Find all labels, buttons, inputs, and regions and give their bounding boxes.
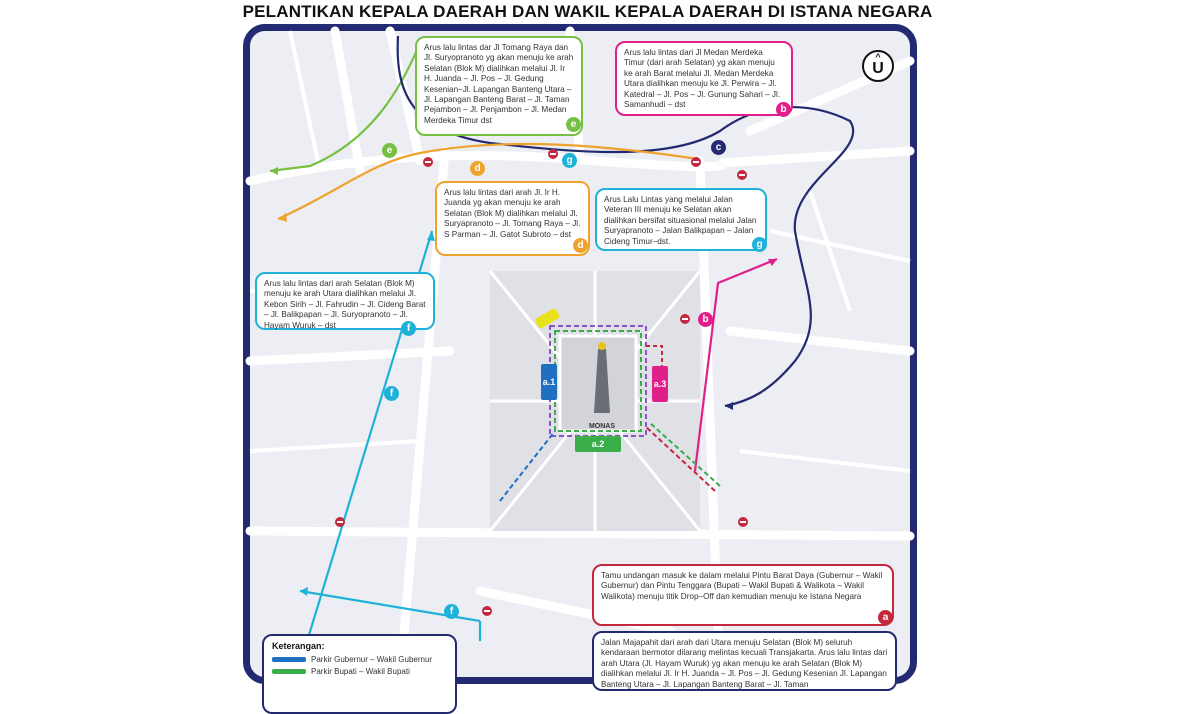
- no-entry-icon: [738, 517, 748, 527]
- map-tag-c: c: [711, 140, 726, 155]
- info-box-majapahit: Jalan Majapahit dari arah dari Utara menuju Selatan (Blok M) seluruh kendaraan bermotor dilarang melintas kecuali Transjakarta. Arus lalu lintas dari arah Utara (Jl. Hayam Wuruk) yg akan menuju ke arah Selatan (Blok M) dialihkan melalui Jl. Ir H. Juanda – Jl. Pos – Jl. Gedung Kesenian Jl. Lapangan Banteng Utara – Jl. Lapangan Banteng Barat – Jl. Taman: [592, 631, 897, 691]
- parking-a1: a.1: [541, 364, 557, 400]
- map-frame: [243, 24, 917, 689]
- info-box-g: Arus Lalu Lintas yang melalui Jalan Veteran III menuju ke Selatan akan dialihkan bersifat situasional melalui Jalan Suryapranoto – Jalan Balikpapan – Jalan Cideng Timur–dst.: [595, 188, 767, 251]
- box-tag-f: f: [401, 321, 416, 336]
- legend-swatch: [272, 657, 306, 662]
- north-arrow-icon: ^ U: [862, 50, 894, 82]
- page-title: PELANTIKAN KEPALA DAERAH DAN WAKIL KEPALA DAERAH DI ISTANA NEGARA: [242, 2, 933, 21]
- monas-flame: [598, 342, 606, 350]
- info-box-f: Arus lalu lintas dari arah Selatan (Blok M) menuju ke arah Utara dialihkan melalui Jl. Kebon Sirih – Jl. Fahrudin – Jl. Cideng Barat – Jl. Balikpapan – Jl. Suryopranoto – Jl. Hayam Wuruk – dst: [255, 272, 435, 330]
- parking-a3: a.3: [652, 366, 668, 402]
- parking-a2: a.2: [575, 436, 621, 452]
- info-box-b: Arus lalu lintas dari Jl Medan Merdeka Timur (dari arah Selatan) yg akan menuju ke arah Barat melalui Jl. Medan Merdeka Utara dialihkan menuju ke Jl. Perwira – Jl. Katedral – Jl. Pos – Jl. Gunung Sahari – Jl. Samanhudi – dst: [615, 41, 793, 116]
- box-tag-d: d: [573, 238, 588, 253]
- legend: [262, 634, 457, 714]
- map-tag-g: g: [562, 153, 577, 168]
- monas-label: MONAS: [588, 423, 616, 430]
- box-tag-e: e: [566, 117, 581, 132]
- no-entry-icon: [737, 170, 747, 180]
- box-tag-g: g: [752, 237, 767, 252]
- box-tag-a: a: [878, 610, 893, 625]
- info-box-e: Arus lalu lintas dar Jl Tomang Raya dan Jl. Suryopranoto yg akan menuju ke arah Selatan (Blok M) dialihkan melalui Jl. Ir H. Juanda – Jl. Pos – Jl. Gedung Kesenian–Jl. Lapangan Banteng Utara – Jl. Lapangan Banteng Barat – Jl. Taman Pejambon – Jl. Penjambon – Jl. Medan Merdeka Timur dst: [415, 36, 583, 136]
- legend-title: Keterangan:: [272, 641, 325, 651]
- no-entry-icon: [423, 157, 433, 167]
- legend-item: Parkir Bupati – Wakil Bupati: [272, 667, 447, 676]
- no-entry-icon: [335, 517, 345, 527]
- map-tag-d: d: [470, 161, 485, 176]
- legend-swatch: [272, 669, 306, 674]
- map-tag-f-lower: f: [444, 604, 459, 619]
- box-tag-b: b: [776, 102, 791, 117]
- no-entry-icon: [548, 149, 558, 159]
- no-entry-icon: [680, 314, 690, 324]
- no-entry-icon: [691, 157, 701, 167]
- legend-item: Parkir Gubernur – Wakil Gubernur: [272, 655, 447, 664]
- map-tag-f-upper: f: [384, 386, 399, 401]
- info-box-a: Tamu undangan masuk ke dalam melalui Pintu Barat Daya (Gubernur – Wakil Gubernur) dan Pintu Tenggara (Bupati – Wakil Bupati & Walikota – Wakil Walikota) menuju titik Drop–Off dan kemudian menuju ke Istana Negara: [592, 564, 894, 626]
- no-entry-icon: [482, 606, 492, 616]
- map-tag-e: e: [382, 143, 397, 158]
- map-tag-b: b: [698, 312, 713, 327]
- info-box-d: Arus lalu lintas dari arah Jl. Ir H. Juanda yg akan menuju ke arah Selatan (Blok M) dialihkan melalui Jl. Suryapranoto – Jl. Tomang Raya – Jl. S Parman – Jl. Gatot Subroto – dst: [435, 181, 590, 256]
